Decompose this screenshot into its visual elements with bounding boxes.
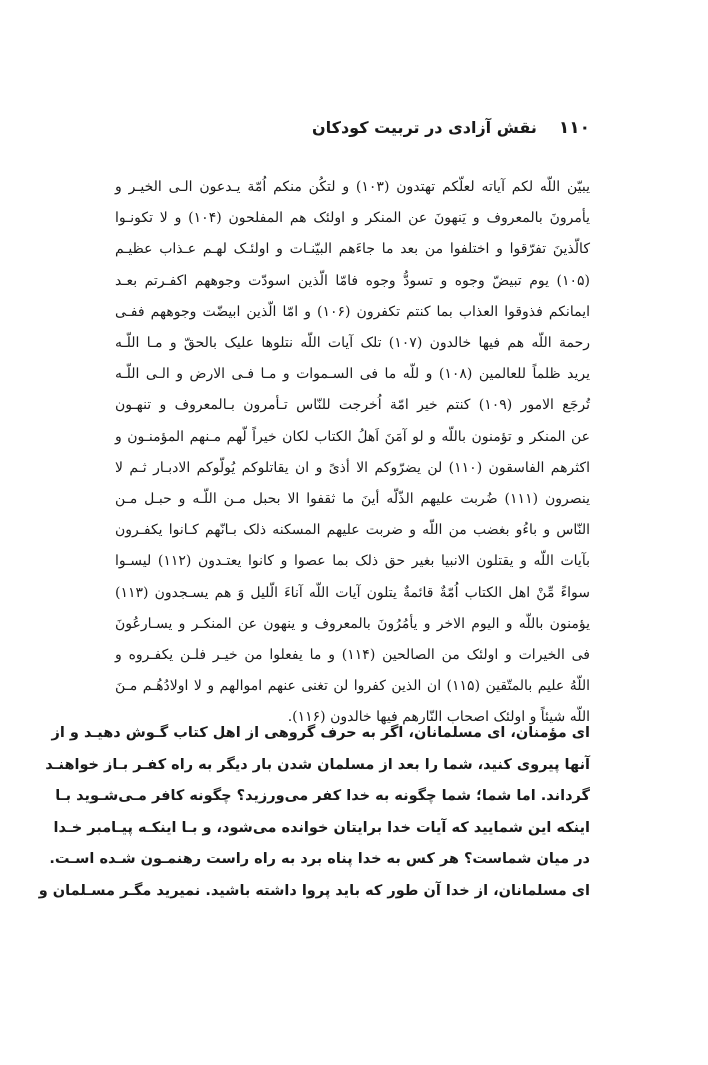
quran-line: النّاس و باءُو بغضب من اللّه و ضربت علیهم المسکنه ذلک بـانّهم کـانوا یکفـرون (115, 522, 590, 539)
quran-line: فی الخیرات و اولئک من الصالحین (۱۱۴) و ما یفعلوا من خیـر فلـن یکفـروه و (115, 647, 590, 664)
quran-line: تُرجَع الامور (۱۰۹) کنتم خیر امّة اُخرجت للنّاس تـأمرون بـالمعروف و تنهـون (115, 397, 590, 414)
page-number: ۱۱۰ (558, 118, 590, 138)
quran-line: اللّهُ علیم بالمتّقین (۱۱۵) ان الذین کفروا لن تغنی عنهم اموالهم و لا اولادُهُـم مـنَ (115, 678, 590, 695)
translation-line: ای مسلمانان، از خدا آن طور که باید پروا داشته باشید. نمیرید مگـر مسـلمان و (38, 882, 590, 899)
quran-line: یرید ظلماً للعالمین (۱۰۸) و للّه ما فی السـموات و مـا فـی الارض و الـی اللّـه (115, 366, 590, 383)
quran-line: سواءً مِّنْ اهل الکتاب اُمّةٌ قائمةٌ یتلون آیات اللّه آناءَ الّلیل وَ هم یسـجدون (۱۱۳) (115, 584, 590, 601)
translation-line: اینکه این شمایید که آیات خدا برایتان خوانده می‌شود، و بـا اینکـه پیـامبر خـدا (53, 819, 590, 836)
persian-translation (38, 718, 590, 907)
translation-line: در میان شماست؟ هر کس به خدا پناه برد به راه راست رهنمـون شـده اسـت. (49, 851, 590, 867)
quran-line: یبیّن اللّه لکم آیاته لعلّکم تهتدون (۱۰۳) و لتکُن منکم اُمّة یـدعون الـی الخیـر و (115, 179, 591, 195)
quran-line: یؤمنون باللّه و الیوم الاخر و یأمُرُونَ بالمعروف و ینهون عن المنکـر و یسـارعُونَ (115, 615, 590, 632)
quran-line: یأمرونَ بالمعروف و یَنهونَ عن المنکر و اولئک هم المفلحون (۱۰۴) و لا تکونـوا (115, 210, 590, 227)
quran-line: بآیات اللّه و یقتلون الانبیا بغیر حق ذلک بما عصوا و کانوا یعتـدون (۱۱۲) لیسـوا (115, 553, 590, 570)
running-title: نقش آزادی در تربیت کودکان (312, 118, 537, 137)
quran-line: ینصرون (۱۱۱) ضُربت علیهم الذّلّه أینَ ما ثقفوا الا بحبل مـن اللّـه و حبـل مـن (115, 491, 590, 508)
quran-line: اللّه شیئاً و اولئک اصحاب النّارهم فیها خالدون (۱۱۶). (287, 709, 590, 726)
translation-line: آنها پیروی کنید، شما را بعد از مسلمان شدن بار دیگر به راه کفـر بـاز خواهنـد (45, 756, 590, 773)
page-header (100, 118, 590, 144)
quran-line: ایمانکم فذوقوا العذاب بما کنتم تکفرون (۱۰۶) و امّا الّذین ابیضّت وجوههم ففـی (115, 303, 590, 320)
quran-line: رحمة اللّه هم فیها خالدون (۱۰۷) تلک آیات اللّه نتلوها علیک بالحقّ و مـا اللّـه (115, 335, 590, 352)
translation-line: ای مؤمنان، ای مسلمانان، اگر به حرف گروهی از اهل کتاب گـوش دهیـد و از (51, 725, 590, 741)
quran-line: اکثرهم الفاسقون (۱۱۰) لن یضرّوکم الا أذیً و ان یقاتلوکم یُولّوکم الادبـار ثـم لا (115, 459, 590, 476)
quran-line: عن المنکر و تؤمنون باللّه و لو آمَنَ اَهلُ الکتاب لکان خیراً لّهم مـنهم المؤمنـون و (115, 428, 590, 445)
quran-verses (115, 172, 590, 734)
translation-line: گرداند. اما شما؛ شما چگونه به خدا کفر می‌ورزید؟ چگونه کافر مـی‌شـوید بـا (55, 788, 590, 804)
quran-line: کالّذینَ تفرّقوا و اختلفوا من بعد ما جاءَهم البیّنـات و اولئـک لهـم عـذاب عظیـم (115, 241, 590, 258)
quran-line: (۱۰۵) یوم تبیضّ وجوه و تسودُّ وجوه فامّا الّذین اسودّت وجوههم اکفـرتم بعـد (115, 272, 590, 289)
